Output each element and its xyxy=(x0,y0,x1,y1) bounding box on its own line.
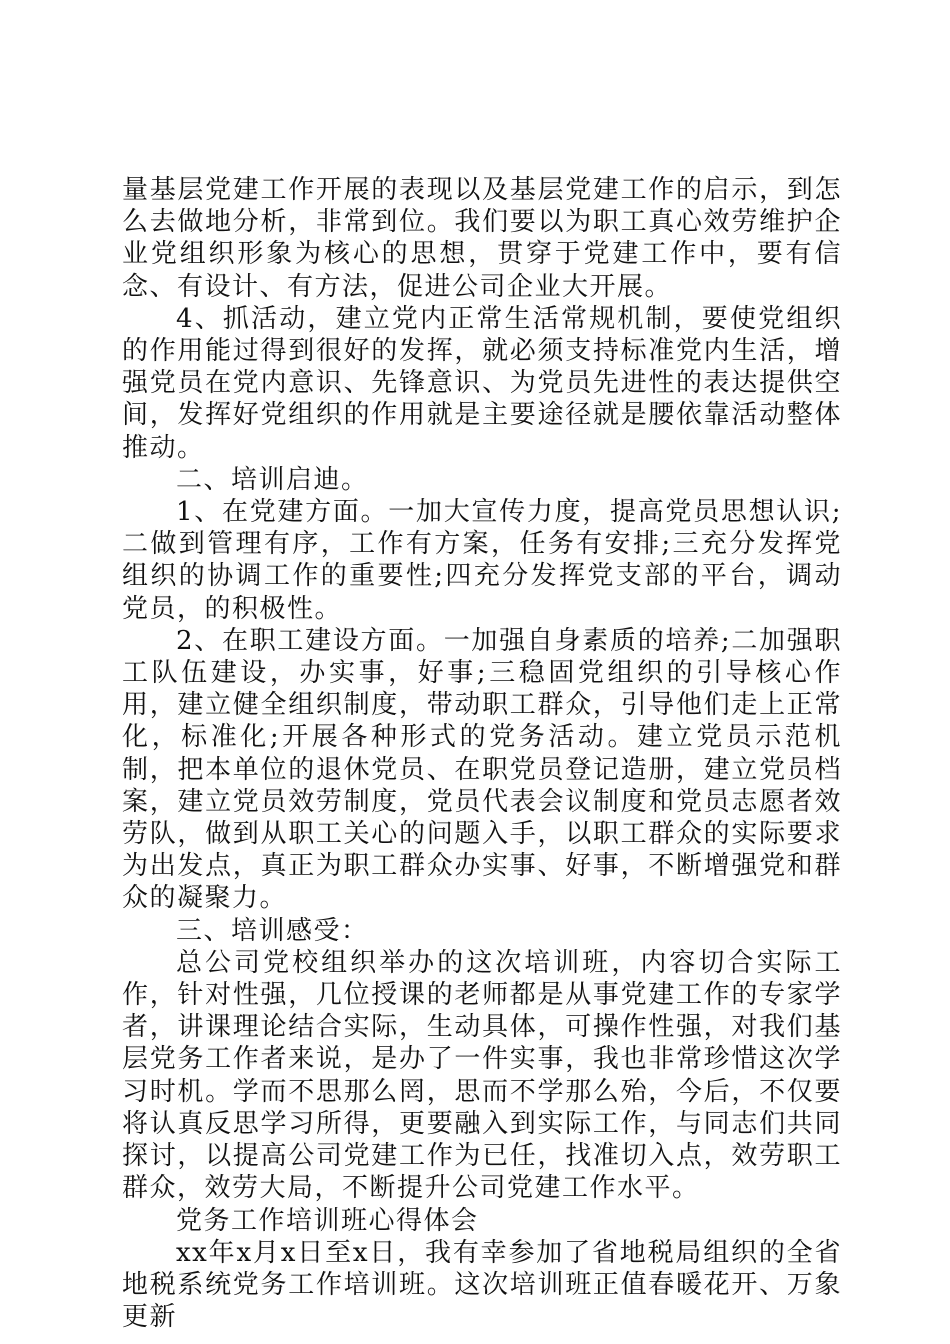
document-body xyxy=(122,174,842,1333)
paragraph-training-feelings: 总公司党校组织举办的这次培训班，内容切合实际工作，针对性强，几位授课的老师都是从事党建工作的专家学者，讲课理论结合实际，生动具体，可操作性强，对我们基层党务工作者来说，是办了一件实事，我也非常珍惜这次学习时机。学而不思那么罔，思而不学那么殆，今后，不仅要将认真反思学习所得，更要融入到实际工作，与同志们共同探讨，以提高公司党建工作为已任，找准切入点，效劳职工群众，效劳大局，不断提升公司党建工作水平。 xyxy=(122,947,842,1204)
paragraph-party-building: 1、在党建方面。一加大宣传力度，提高党员思想认识;二做到管理有序，工作有方案，任务有安排;三充分发挥党组织的协调工作的重要性;四充分发挥党支部的平台，调动党员，的积极性。 xyxy=(122,497,842,624)
article-title: 党务工作培训班心得体会 xyxy=(176,1205,479,1236)
paragraph-activities: 4、抓活动，建立党内正常生活常规机制，要使党组织的作用能过得到很好的发挥，就必须支持标准党内生活，增强党员在党内意识、先锋意识、为党员先进性的表达提供空间，发挥好党组织的作用就是主要途径就是腰依靠活动整体推动。 xyxy=(122,303,842,463)
section-heading-feelings: 三、培训感受： xyxy=(176,915,369,946)
paragraph-continuation: 量基层党建工作开展的表现以及基层党建工作的启示，到怎么去做地分析，非常到位。我们要以为职工真心效劳维护企业党组织形象为核心的思想，贯穿于党建工作中，要有信念、有设计、有方法，促进公司企业大开展。 xyxy=(122,175,842,302)
section-heading-inspiration: 二、培训启迪。 xyxy=(176,464,369,495)
paragraph-article-intro: xx年x月x日至x日，我有幸参加了省地税局组织的全省地税系统党务工作培训班。这次培训班正值春暖花开、万象更新 xyxy=(122,1237,842,1333)
paragraph-staff-building: 2、在职工建设方面。一加强自身素质的培养;二加强职工队伍建设，办实事，好事;三稳固党组织的引导核心作用，建立健全组织制度，带动职工群众，引导他们走上正常化，标准化;开展各种形式的党务活动。建立党员示范机制，把本单位的退休党员、在职党员登记造册，建立党员档案，建立党员效劳制度，党员代表会议制度和党员志愿者效劳队，做到从职工关心的问题入手，以职工群众的实际要求为出发点，真正为职工群众办实事、好事，不断增强党和群众的凝聚力。 xyxy=(122,625,842,914)
